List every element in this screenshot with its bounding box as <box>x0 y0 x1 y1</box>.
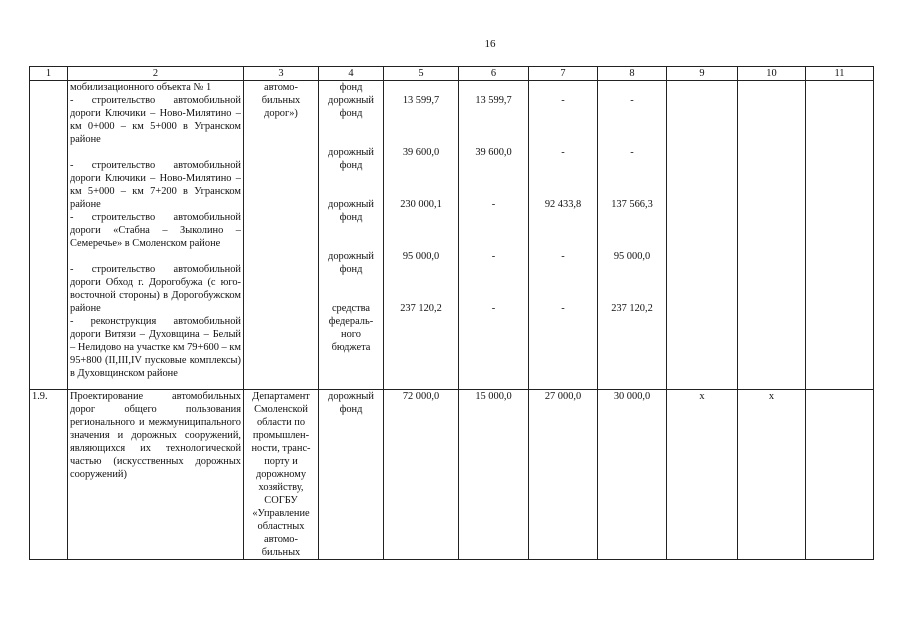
row-b-number: 1.9. <box>30 390 68 560</box>
line-item: - реконструкция автомобильной дороги Витязи – Духовщина – Белый – Нелидово на участке км 79+600 – км 95+800 (II,III,IV пусковые комплексы) в Духовщинском районе <box>70 316 241 379</box>
col-header-1: 1 <box>30 67 68 81</box>
row-b-year1: 15 000,0 <box>459 390 529 560</box>
col-header-10: 10 <box>738 67 806 81</box>
col-header-8: 8 <box>598 67 667 81</box>
row-a-col9 <box>667 81 738 390</box>
col-header-11: 11 <box>806 67 874 81</box>
line-item: - строительство автомобильной дороги Ключики – Ново-Милятино – км 0+000 – км 5+000 в Угранском районе <box>70 95 241 145</box>
column-number-row <box>30 67 874 81</box>
line-item: мобилизационного объекта № 1 <box>70 82 212 93</box>
line-item: - строительство автомобильной дороги Ключики – Ново-Милятино – км 5+000 – км 7+200 в Угранском районе <box>70 160 241 210</box>
row-b-col11 <box>806 390 874 560</box>
row-a-year1: 13 599,7 39 600,0 - - - <box>459 81 529 390</box>
line-item: - строительство автомобильной дороги «Стабна – Зыколино – Семеречье» в Смоленском районе <box>70 212 241 249</box>
row-a-number <box>30 81 68 390</box>
col-header-6: 6 <box>459 67 529 81</box>
row-b-total: 72 000,0 <box>384 390 459 560</box>
row-a-description <box>68 81 244 390</box>
row-a-year2: - - 92 433,8 - - <box>529 81 598 390</box>
col-header-9: 9 <box>667 67 738 81</box>
row-b-description: Проектирование автомобильных дорог общего пользования регионального и межмуниципального значения и дорожных сооружений, являющихся их технологической частью (искусственных дорожных сооружений) <box>68 390 244 560</box>
row-a-source: фонд дорожный фонд дорожный фонд дорожный фонд дорожный фонд средства федераль-ного бюджета <box>319 81 384 390</box>
row-a-year3: - - 137 566,3 95 000,0 237 120,2 <box>598 81 667 390</box>
row-b-year2: 27 000,0 <box>529 390 598 560</box>
row-b-source: дорожный фонд <box>319 390 384 560</box>
col-header-5: 5 <box>384 67 459 81</box>
row-b-col10: х <box>738 390 806 560</box>
col-header-2: 2 <box>68 67 244 81</box>
col-header-4: 4 <box>319 67 384 81</box>
program-table <box>29 66 874 560</box>
row-a-col11 <box>806 81 874 390</box>
row-b-year3: 30 000,0 <box>598 390 667 560</box>
row-a-col10 <box>738 81 806 390</box>
row-b-col9: х <box>667 390 738 560</box>
col-header-3: 3 <box>244 67 319 81</box>
page-number: 16 <box>484 38 496 50</box>
table-row <box>30 390 874 560</box>
row-a-total: 13 599,7 39 600,0 230 000,1 95 000,0 237 120,2 <box>384 81 459 390</box>
col-header-7: 7 <box>529 67 598 81</box>
row-a-executor: автомо-бильных дорог») <box>244 81 319 390</box>
row-b-executor: Департамент Смоленской области по промышлен-ности, транс-порту и дорожному хозяйству, СОГБУ «Управление областных автомо-бильных <box>244 390 319 560</box>
line-item: - строительство автомобильной дороги Обход г. Дорогобужа (с юго-восточной стороны) в Дорогобужском районе <box>70 264 241 314</box>
table-row <box>30 81 874 390</box>
